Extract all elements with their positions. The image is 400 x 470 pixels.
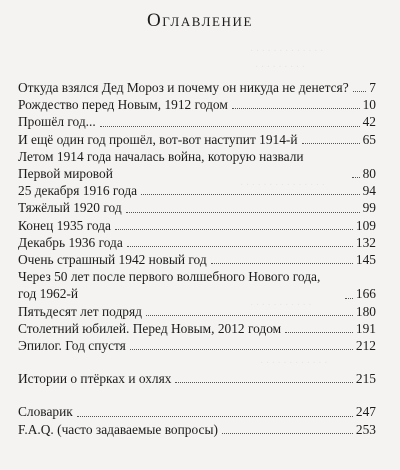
toc-entry-title: Словарик (18, 404, 73, 420)
toc-entry-title: Конец 1935 года (18, 217, 111, 233)
toc-entry-page: 191 (355, 320, 376, 336)
table-of-contents (18, 79, 376, 438)
toc-entry-title: Пятьдесят лет подряд (18, 303, 142, 319)
toc-entry-page: 109 (355, 217, 376, 233)
toc-entry[interactable] (18, 320, 376, 337)
toc-entry-title: Эпилог. Год спустя (18, 338, 126, 354)
page-title: Оглавление (146, 10, 254, 31)
toc-entry[interactable] (18, 251, 376, 268)
toc-entry-title: Декабрь 1936 года (18, 234, 123, 250)
toc-entry-title: Через 50 лет после первого волшебного Нового года, год 1962-й (18, 269, 321, 302)
toc-entry-title: Очень страшный 1942 новый год (18, 252, 207, 268)
toc-entry[interactable] (18, 199, 376, 216)
toc-entry-page: 247 (355, 404, 376, 420)
dot-leader (222, 433, 353, 434)
toc-entry-page: 94 (362, 183, 376, 199)
dot-leader (130, 349, 353, 350)
dot-leader (146, 315, 353, 316)
toc-entry-page: 99 (362, 200, 376, 216)
toc-entry-title: Истории о птёрках и охлях (18, 371, 172, 387)
toc-entry[interactable] (18, 79, 376, 96)
toc-entry[interactable] (18, 234, 376, 251)
section-gap (18, 387, 376, 403)
toc-entry[interactable] (18, 113, 376, 130)
toc-entry-title: Тяжёлый 1920 год (18, 200, 122, 216)
toc-entry[interactable] (18, 337, 376, 354)
toc-entry[interactable] (18, 182, 376, 199)
dot-leader (353, 91, 367, 92)
toc-main-list (18, 79, 376, 354)
toc-entry-page: 42 (362, 114, 376, 130)
dot-leader (141, 194, 360, 195)
toc-entry-title: F.A.Q. (часто задаваемые вопросы) (18, 421, 218, 437)
toc-entry-page: 10 (362, 97, 376, 113)
toc-entry-page: 65 (362, 131, 376, 147)
toc-entry[interactable] (18, 217, 376, 234)
toc-entry-page: 132 (355, 234, 376, 250)
toc-entry-page: 166 (355, 286, 376, 302)
toc-entry-title: Откуда взялся Дед Мороз и почему он никуда не денется? (18, 80, 349, 95)
toc-entry-page: 212 (355, 338, 376, 354)
toc-entry-title: И ещё один год прошёл, вот-вот наступит 1914-й (18, 131, 298, 147)
dot-leader (77, 416, 353, 417)
section-gap (18, 354, 376, 370)
toc-entry[interactable] (18, 131, 376, 148)
dot-leader (211, 263, 353, 264)
dot-leader (126, 212, 360, 213)
toc-entry-title: Прошёл год... (18, 114, 96, 130)
toc-back-list (18, 403, 376, 437)
dot-leader (175, 382, 352, 383)
toc-entry-title: Рождество перед Новым, 1912 годом (18, 97, 228, 113)
toc-entry-page: 80 (362, 166, 376, 182)
toc-entry[interactable] (18, 96, 376, 113)
toc-entry[interactable] (18, 303, 376, 320)
toc-entry[interactable] (18, 268, 376, 302)
dot-leader (100, 126, 360, 127)
toc-entry-title: Столетний юбилей. Перед Новым, 2012 годом (18, 320, 282, 336)
toc-entry-title: 25 декабря 1916 года (18, 183, 138, 199)
dot-leader (115, 229, 353, 230)
toc-entry-page: 215 (355, 371, 376, 387)
toc-entry-title: Летом 1914 года началась война, которую назвали Первой мировой (18, 148, 304, 182)
show-through-texture: · · · · · · · · · · · · · · · · · · · · · · · · · · · · · · · · · · · · · · · · · · · · · · · · · · · · · · · · · · · · (240, 46, 328, 369)
toc-entry-page: 7 (369, 80, 376, 95)
dot-leader (232, 108, 360, 109)
toc-entry[interactable] (18, 148, 376, 182)
dot-leader (302, 143, 360, 144)
toc-entry-page: 145 (355, 252, 376, 268)
toc-entry[interactable] (18, 403, 376, 420)
dot-leader (285, 332, 353, 333)
toc-entry[interactable] (18, 421, 376, 438)
dot-leader (345, 298, 353, 299)
toc-entry-extra[interactable] (18, 370, 376, 387)
dot-leader (127, 246, 353, 247)
toc-entry-page: 253 (355, 421, 376, 437)
toc-entry-page: 180 (355, 303, 376, 319)
dot-leader (352, 177, 360, 178)
